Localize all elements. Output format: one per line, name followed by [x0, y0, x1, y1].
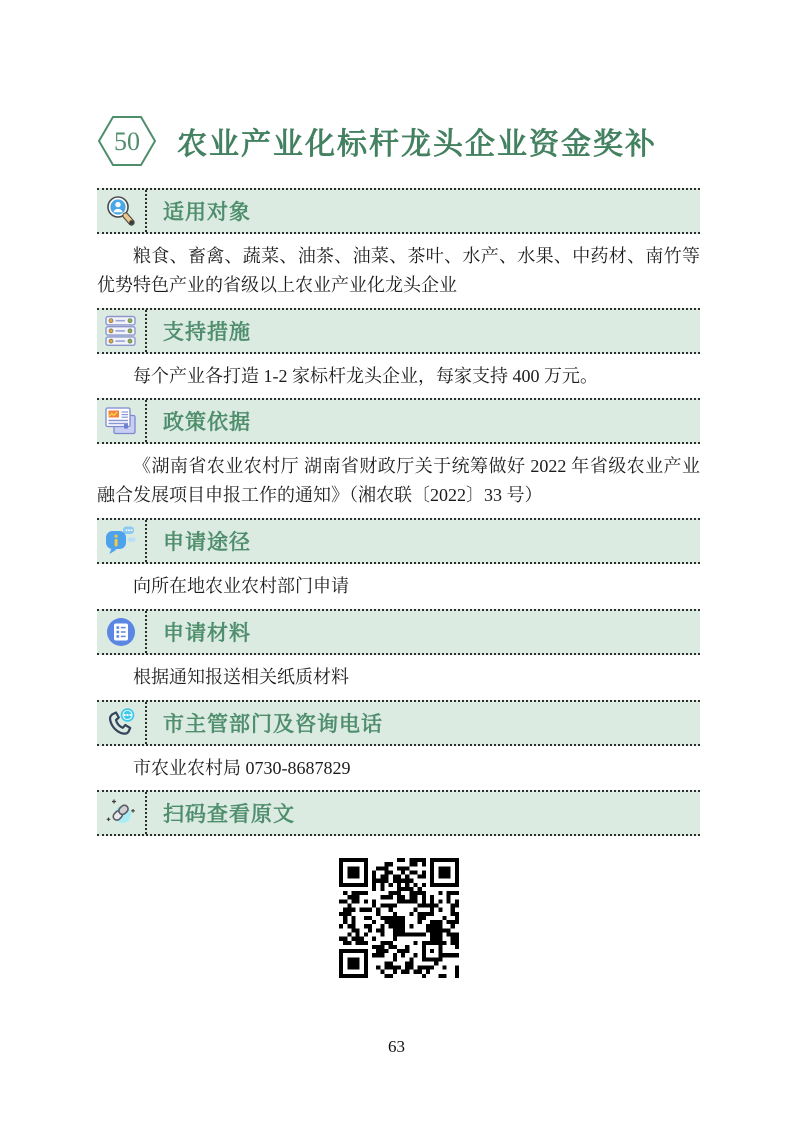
qr-code	[339, 858, 459, 978]
section-header-policy-basis	[97, 398, 700, 444]
icon-cell	[97, 792, 147, 834]
section-header-application-materials	[97, 609, 700, 655]
section-body-policy-basis: 《湖南省农业农村厅 湖南省财政厅关于统筹做好 2022 年省级农业产业融合发展项目申报工作的通知》（湘农联〔2022〕33 号）	[97, 456, 700, 506]
section-label: 支持措施	[163, 319, 251, 344]
server-list-icon	[104, 315, 138, 347]
section-header-scan-code	[97, 790, 700, 836]
page-title: 农业产业化标杆龙头企业资金奖补	[177, 128, 657, 161]
phone-icon	[104, 706, 138, 739]
document-list-icon	[105, 616, 137, 648]
badge-number: 50	[114, 127, 140, 156]
section-header-support-measures	[97, 308, 700, 354]
section-body-support-measures: 每个产业各打造 1-2 家标杆龙头企业，每家支持 400 万元。	[133, 365, 598, 386]
section-label: 申请材料	[163, 620, 251, 645]
page-content	[97, 114, 700, 978]
section-header-authority-phone	[97, 700, 700, 746]
icon-cell	[97, 520, 147, 562]
icon-cell	[97, 310, 147, 352]
section-body-application-materials: 根据通知报送相关纸质材料	[133, 666, 349, 687]
newspaper-icon	[104, 406, 138, 437]
user-search-icon	[104, 195, 138, 228]
section-label: 申请途径	[163, 529, 251, 554]
qr-code-container	[97, 858, 700, 978]
icon-cell	[97, 400, 147, 442]
title-row	[97, 114, 700, 168]
icon-cell	[97, 190, 147, 232]
info-bubble-icon	[104, 525, 138, 557]
icon-cell	[97, 702, 147, 744]
section-label: 扫码查看原文	[163, 802, 295, 827]
section-body-authority-phone: 市农业农村局 0730-8687829	[133, 757, 351, 778]
link-icon	[104, 796, 138, 830]
section-header-applicable-objects	[97, 188, 700, 234]
hexagon-badge-icon	[97, 114, 157, 168]
section-label: 市主管部门及咨询电话	[163, 711, 383, 736]
icon-cell	[97, 611, 147, 653]
section-body-applicable-objects: 粮食、畜禽、蔬菜、油茶、油菜、茶叶、水产、水果、中药材、南竹等优势特色产业的省级以上农业产业化龙头企业	[97, 246, 700, 295]
section-header-application-channel	[97, 518, 700, 564]
section-body-application-channel: 向所在地农业农村部门申请	[133, 575, 349, 596]
page-number: 63	[388, 1037, 405, 1056]
section-label: 政策依据	[163, 410, 251, 435]
section-label: 适用对象	[163, 200, 251, 224]
